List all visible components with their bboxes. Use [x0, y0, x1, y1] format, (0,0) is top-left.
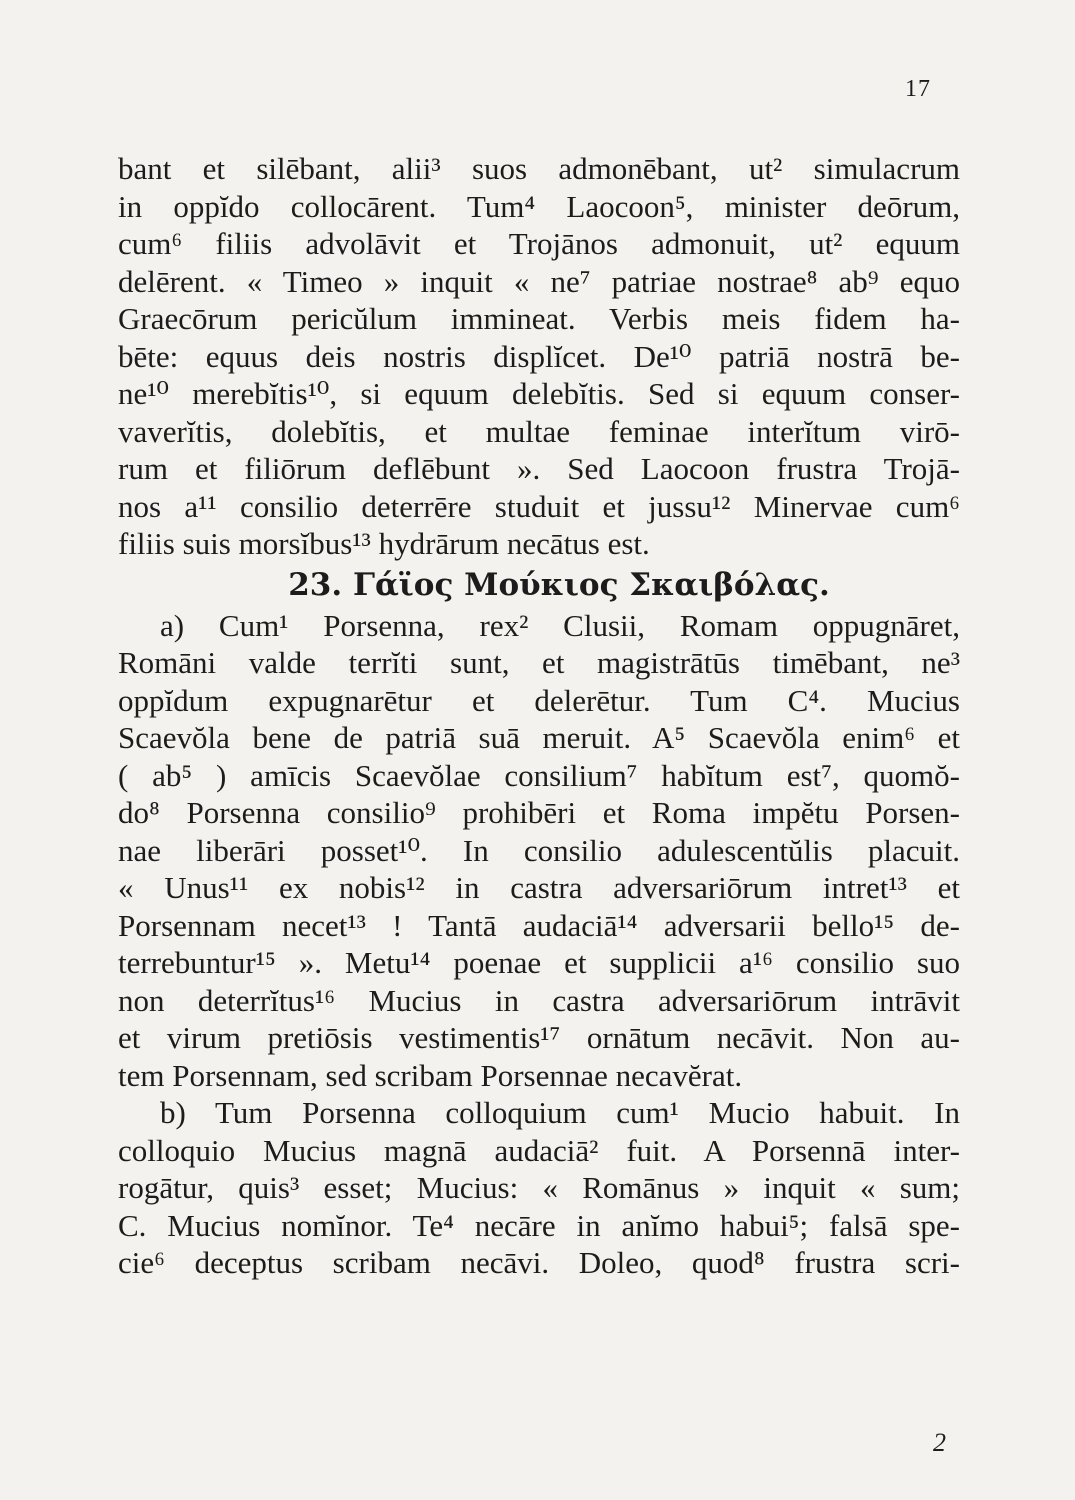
text-line: bēte: equus deis nostris displĭcet. De¹⁰ patriā nostrā be-	[118, 338, 960, 374]
text-line: Scaevŏla bene de patriā suā meruit. A⁵ Scaevŏla enim⁶ et	[118, 720, 960, 755]
text-line: nae liberāri posset¹⁰. In consilio adulescentŭlis placuit.	[118, 832, 960, 868]
text-line: Graecōrum pericŭlum immineat. Verbis meis fidem ha-	[118, 301, 960, 336]
text-line: ( ab⁵ ) amīcis Scaevŏlae consilium⁷ habĭtum est⁷, quomŏ-	[118, 757, 960, 793]
text-line: rum et filiōrum deflēbunt ». Sed Laocoon frustra Trojā-	[118, 451, 960, 486]
text-line: C. Mucius nomĭnor. Te⁴ necāre in anĭmo habui⁵; falsā spe-	[118, 1207, 960, 1243]
text-line: rogātur, quis³ esset; Mucius: « Romānus » inquit « sum;	[118, 1170, 960, 1205]
signature-mark: 2	[933, 1428, 946, 1457]
text-line: cie⁶ deceptus scribam necāvi. Doleo, quod⁸ frustra scri-	[118, 1245, 960, 1280]
text-line: Porsennam necet¹³ ! Tantā audaciā¹⁴ adversarii bello¹⁵ de-	[118, 907, 960, 943]
text-line: ne¹⁰ merebĭtis¹⁰, si equum delebĭtis. Sed si equum conser-	[118, 376, 960, 411]
text-line: in oppĭdo collocārent. Tum⁴ Laocoon⁵, minister deōrum,	[118, 188, 960, 224]
text-line: bant et silēbant, alii³ suos admonēbant, ut² simulacrum	[118, 151, 960, 186]
text-line: vaverĭtis, dolebĭtis, et multae feminae interĭtum virō-	[118, 413, 960, 449]
text-line: b) Tum Porsenna colloquium cum¹ Mucio habuit. In	[160, 1095, 960, 1130]
text-line: colloquio Mucius magnā audaciā² fuit. A Porsennā inter-	[118, 1132, 960, 1168]
text-line: nos a¹¹ consilio deterrēre studuit et jussu¹² Minervae cum⁶	[118, 488, 960, 524]
text-line: cum⁶ filiis advolāvit et Trojānos admonuit, ut² equum	[118, 226, 960, 261]
page-number: 17	[905, 76, 931, 102]
text-line: « Unus¹¹ ex nobis¹² in castra adversariōrum intret¹³ et	[118, 870, 960, 905]
text-line: filiis suis morsĭbus¹³ hydrārum necātus est.	[118, 526, 650, 561]
text-line: terrebuntur¹⁵ ». Metu¹⁴ poenae et supplicii a¹⁶ consilio suo	[118, 945, 960, 980]
text-line: delērent. « Timeo » inquit « ne⁷ patriae nostrae⁸ ab⁹ equo	[118, 263, 960, 299]
page-text	[118, 150, 960, 1282]
text-line: do⁸ Porsenna consilio⁹ prohibēri et Roma impĕtu Porsen-	[118, 795, 960, 830]
text-line: tem Porsennam, sed scribam Porsennae necavĕrat.	[118, 1057, 743, 1093]
text-line: Romāni valde terrĭti sunt, et magistrātūs timēbant, ne³	[118, 645, 960, 680]
text-line: non deterrĭtus¹⁶ Mucius in castra adversariōrum intrāvit	[118, 982, 960, 1018]
text-line: et virum pretiōsis vestimentis¹⁷ ornātum necāvit. Non au-	[118, 1020, 960, 1055]
text-line: a) Cum¹ Porsenna, rex² Clusii, Romam oppugnāret,	[160, 607, 960, 643]
text-line: oppĭdum expugnarētur et delerētur. Tum C⁴. Mucius	[118, 682, 960, 718]
section-heading: 23. Γάϊος Μούκιος Σκαιβόλας.	[288, 566, 830, 603]
